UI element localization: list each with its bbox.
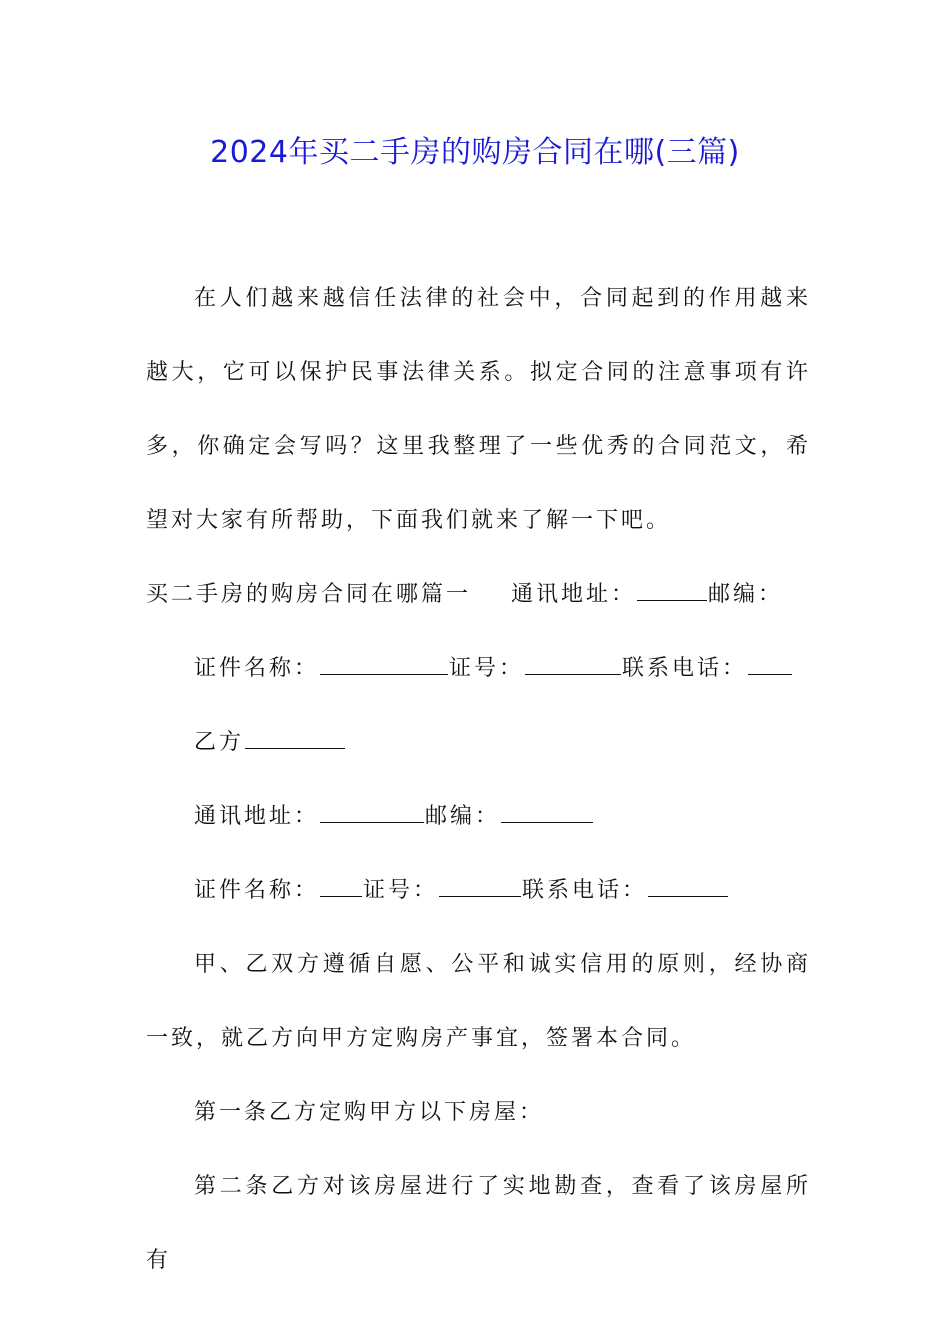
id-name-blank [320,654,448,675]
party-b-phone-blank [648,876,728,897]
party-b-blank [245,728,345,749]
party-b-id-number-label: 证号： [363,878,439,903]
party-b-zip-blank [501,802,593,823]
party-a-id-line [146,632,811,706]
article-1: 第一条乙方定购甲方以下房屋： [194,1100,545,1125]
id-number-label: 证号： [449,656,525,681]
party-b-address-line [146,780,811,854]
phone-blank [748,654,792,675]
address-label: 通讯地址： [511,582,637,607]
address-blank [637,580,707,601]
party-b-id-name-blank [320,876,362,897]
party-b-id-number-blank [439,876,521,897]
section-heading: 买二手房的购房合同在哪篇一 [146,582,472,607]
id-number-blank [525,654,621,675]
party-b-id-name-label: 证件名称： [194,878,320,903]
document-title: 2024年买二手房的购房合同在哪(三篇) [210,135,740,170]
party-b-phone-label: 联系电话： [522,878,648,903]
intro-paragraph: 在人们越来越信任法律的社会中，合同起到的作用越来越大，它可以保护民事法律关系。拟定合同的注意事项有许多，你确定会写吗？这里我整理了一些优秀的合同范文，希望对大家有所帮助，下面我们就来了解一下吧。 [146,286,811,533]
party-b-zip-label: 邮编： [425,804,501,829]
phone-label: 联系电话： [622,656,748,681]
document-body [146,262,811,1298]
section-heading-line [146,558,811,632]
article-2: 第二条乙方对该房屋进行了实地勘查，查看了该房屋所有 [146,1174,811,1273]
party-b-address-blank [320,802,424,823]
id-name-label: 证件名称： [194,656,320,681]
zip-label: 邮编： [708,582,784,607]
party-b-id-line [146,854,811,928]
party-b-label: 乙方 [194,730,245,755]
principle-paragraph: 甲、乙双方遵循自愿、公平和诚实信用的原则，经协商一致，就乙方向甲方定购房产事宜，签署本合同。 [146,952,811,1051]
party-b-line [146,706,811,780]
party-b-address-label: 通讯地址： [194,804,320,829]
